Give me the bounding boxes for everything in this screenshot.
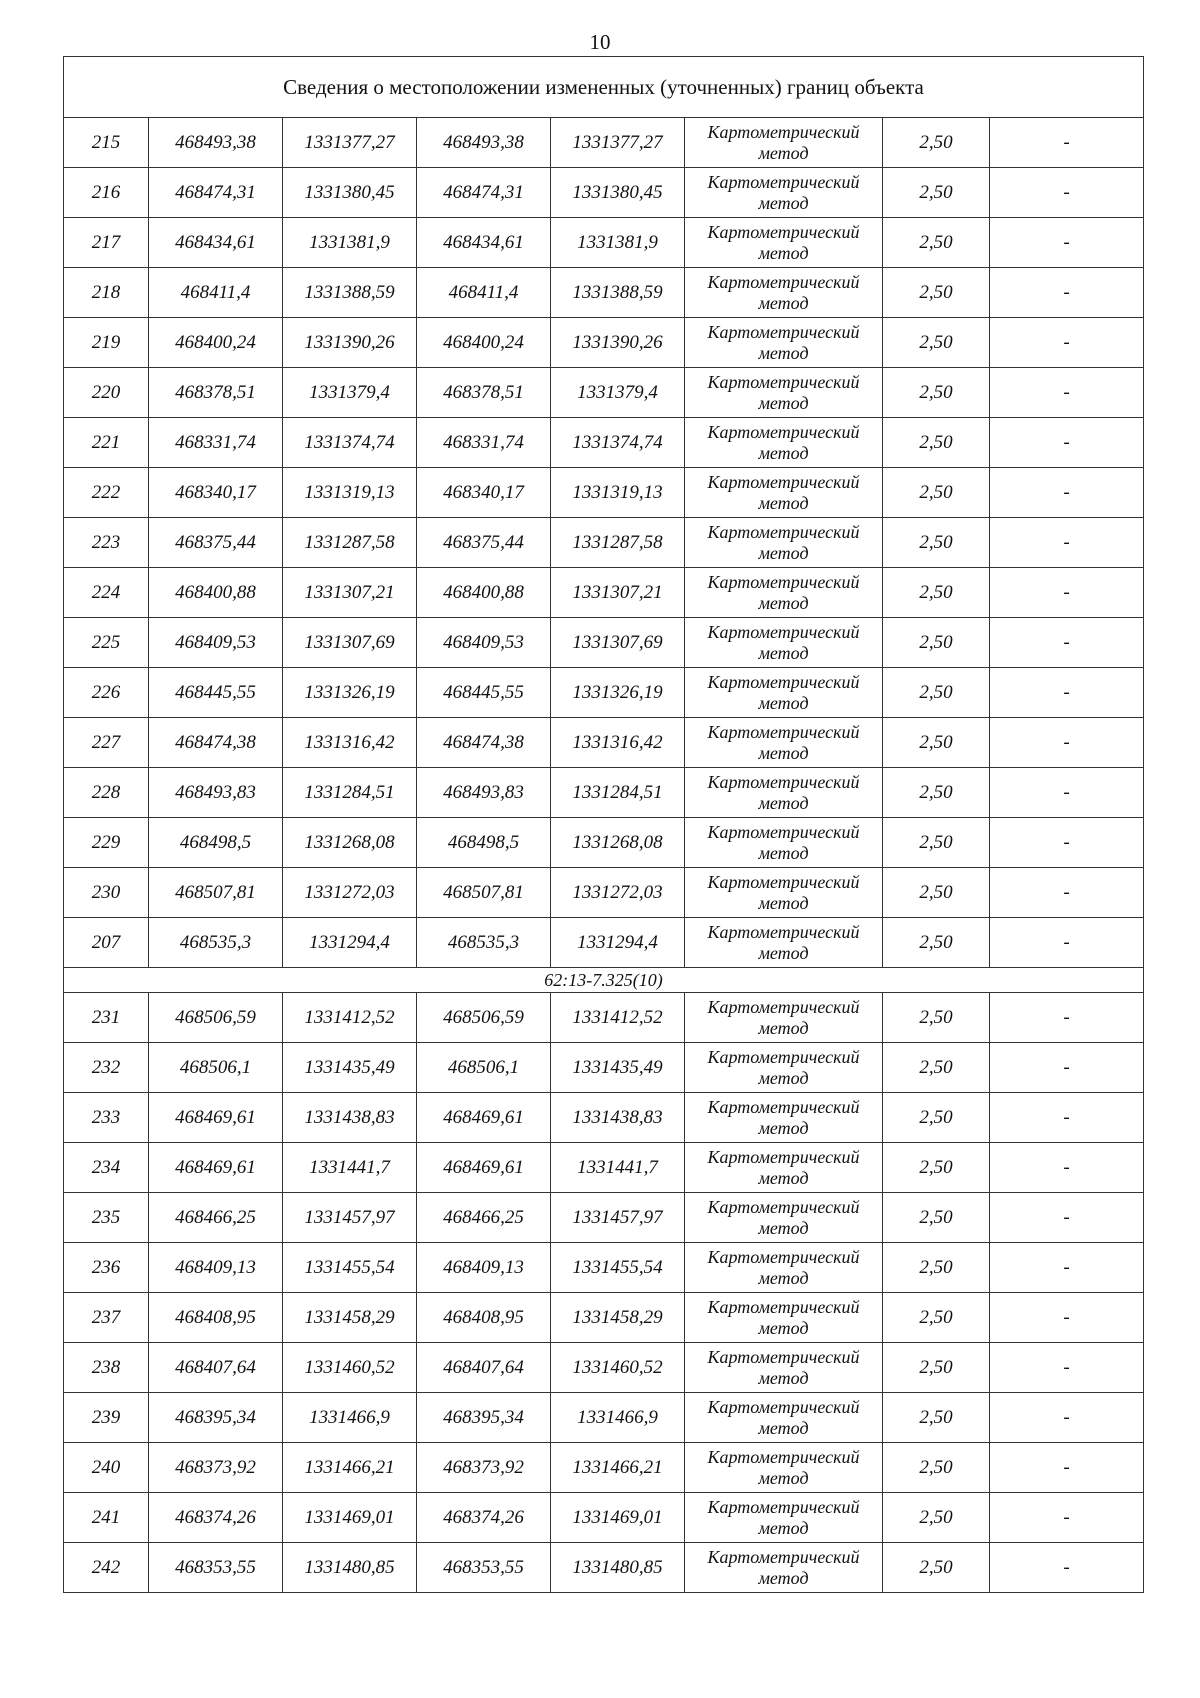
refined-y-cell: 1331374,74	[551, 418, 685, 468]
existing-x-cell: 468400,24	[149, 318, 283, 368]
note-cell: -	[990, 1143, 1144, 1193]
table-row	[64, 318, 1144, 368]
method-cell: Картометрический метод	[685, 768, 883, 818]
existing-y-cell: 1331268,08	[283, 818, 417, 868]
section-row	[64, 968, 1144, 993]
point-number-cell: 239	[64, 1393, 149, 1443]
note-cell: -	[990, 468, 1144, 518]
refined-x-cell: 468466,25	[417, 1193, 551, 1243]
point-number-cell: 219	[64, 318, 149, 368]
accuracy-cell: 2,50	[883, 418, 990, 468]
existing-x-cell: 468353,55	[149, 1543, 283, 1593]
accuracy-cell: 2,50	[883, 518, 990, 568]
method-cell: Картометрический метод	[685, 618, 883, 668]
accuracy-cell: 2,50	[883, 918, 990, 968]
accuracy-cell: 2,50	[883, 1043, 990, 1093]
method-cell: Картометрический метод	[685, 1243, 883, 1293]
accuracy-cell: 2,50	[883, 368, 990, 418]
accuracy-cell: 2,50	[883, 1343, 990, 1393]
note-cell: -	[990, 818, 1144, 868]
note-cell: -	[990, 1093, 1144, 1143]
point-number-cell: 240	[64, 1443, 149, 1493]
existing-y-cell: 1331388,59	[283, 268, 417, 318]
accuracy-cell: 2,50	[883, 1543, 990, 1593]
accuracy-cell: 2,50	[883, 1393, 990, 1443]
table-row	[64, 118, 1144, 168]
refined-y-cell: 1331390,26	[551, 318, 685, 368]
method-cell: Картометрический метод	[685, 418, 883, 468]
existing-y-cell: 1331319,13	[283, 468, 417, 518]
method-cell: Картометрический метод	[685, 1143, 883, 1193]
note-cell: -	[990, 1193, 1144, 1243]
existing-x-cell: 468474,38	[149, 718, 283, 768]
existing-x-cell: 468506,59	[149, 993, 283, 1043]
refined-y-cell: 1331458,29	[551, 1293, 685, 1343]
refined-x-cell: 468373,92	[417, 1443, 551, 1493]
point-number-cell: 222	[64, 468, 149, 518]
note-cell: -	[990, 718, 1144, 768]
table-row	[64, 168, 1144, 218]
note-cell: -	[990, 618, 1144, 668]
existing-x-cell: 468340,17	[149, 468, 283, 518]
table-row	[64, 1043, 1144, 1093]
existing-y-cell: 1331412,52	[283, 993, 417, 1043]
existing-y-cell: 1331377,27	[283, 118, 417, 168]
section-label: 62:13-7.325(10)	[64, 968, 1144, 993]
refined-y-cell: 1331326,19	[551, 668, 685, 718]
method-cell: Картометрический метод	[685, 718, 883, 768]
method-cell: Картометрический метод	[685, 1493, 883, 1543]
refined-x-cell: 468469,61	[417, 1143, 551, 1193]
existing-x-cell: 468408,95	[149, 1293, 283, 1343]
refined-x-cell: 468409,53	[417, 618, 551, 668]
refined-x-cell: 468374,26	[417, 1493, 551, 1543]
existing-y-cell: 1331284,51	[283, 768, 417, 818]
accuracy-cell: 2,50	[883, 268, 990, 318]
accuracy-cell: 2,50	[883, 868, 990, 918]
note-cell: -	[990, 1543, 1144, 1593]
note-cell: -	[990, 918, 1144, 968]
table-row	[64, 768, 1144, 818]
table-row	[64, 1243, 1144, 1293]
note-cell: -	[990, 368, 1144, 418]
refined-y-cell: 1331272,03	[551, 868, 685, 918]
method-cell: Картометрический метод	[685, 668, 883, 718]
existing-y-cell: 1331390,26	[283, 318, 417, 368]
accuracy-cell: 2,50	[883, 318, 990, 368]
method-cell: Картометрический метод	[685, 1293, 883, 1343]
existing-x-cell: 468409,13	[149, 1243, 283, 1293]
refined-y-cell: 1331466,21	[551, 1443, 685, 1493]
note-cell: -	[990, 268, 1144, 318]
refined-y-cell: 1331307,21	[551, 568, 685, 618]
existing-x-cell: 468507,81	[149, 868, 283, 918]
existing-y-cell: 1331455,54	[283, 1243, 417, 1293]
point-number-cell: 237	[64, 1293, 149, 1343]
method-cell: Картометрический метод	[685, 568, 883, 618]
table-row	[64, 1443, 1144, 1493]
table-row	[64, 868, 1144, 918]
point-number-cell: 215	[64, 118, 149, 168]
accuracy-cell: 2,50	[883, 1093, 990, 1143]
point-number-cell: 223	[64, 518, 149, 568]
point-number-cell: 224	[64, 568, 149, 618]
existing-y-cell: 1331381,9	[283, 218, 417, 268]
note-cell: -	[990, 868, 1144, 918]
point-number-cell: 221	[64, 418, 149, 468]
accuracy-cell: 2,50	[883, 468, 990, 518]
point-number-cell: 232	[64, 1043, 149, 1093]
note-cell: -	[990, 1043, 1144, 1093]
method-cell: Картометрический метод	[685, 868, 883, 918]
note-cell: -	[990, 568, 1144, 618]
point-number-cell: 225	[64, 618, 149, 668]
refined-x-cell: 468506,59	[417, 993, 551, 1043]
table-row	[64, 1543, 1144, 1593]
table-row	[64, 418, 1144, 468]
refined-x-cell: 468493,83	[417, 768, 551, 818]
existing-x-cell: 468374,26	[149, 1493, 283, 1543]
method-cell: Картометрический метод	[685, 1543, 883, 1593]
accuracy-cell: 2,50	[883, 1293, 990, 1343]
refined-y-cell: 1331287,58	[551, 518, 685, 568]
existing-x-cell: 468498,5	[149, 818, 283, 868]
existing-y-cell: 1331457,97	[283, 1193, 417, 1243]
note-cell: -	[990, 218, 1144, 268]
method-cell: Картометрический метод	[685, 1193, 883, 1243]
page-number: 10	[589, 30, 611, 54]
refined-y-cell: 1331388,59	[551, 268, 685, 318]
note-cell: -	[990, 1293, 1144, 1343]
method-cell: Картометрический метод	[685, 1343, 883, 1393]
table-row	[64, 468, 1144, 518]
refined-y-cell: 1331268,08	[551, 818, 685, 868]
table-row	[64, 1193, 1144, 1243]
method-cell: Картометрический метод	[685, 1443, 883, 1493]
existing-x-cell: 468411,4	[149, 268, 283, 318]
existing-y-cell: 1331460,52	[283, 1343, 417, 1393]
existing-y-cell: 1331466,21	[283, 1443, 417, 1493]
existing-x-cell: 468506,1	[149, 1043, 283, 1093]
existing-x-cell: 468395,34	[149, 1393, 283, 1443]
refined-y-cell: 1331460,52	[551, 1343, 685, 1393]
existing-x-cell: 468400,88	[149, 568, 283, 618]
table-row	[64, 218, 1144, 268]
refined-x-cell: 468493,38	[417, 118, 551, 168]
point-number-cell: 242	[64, 1543, 149, 1593]
refined-y-cell: 1331457,97	[551, 1193, 685, 1243]
accuracy-cell: 2,50	[883, 118, 990, 168]
accuracy-cell: 2,50	[883, 218, 990, 268]
accuracy-cell: 2,50	[883, 168, 990, 218]
note-cell: -	[990, 168, 1144, 218]
refined-y-cell: 1331466,9	[551, 1393, 685, 1443]
method-cell: Картометрический метод	[685, 518, 883, 568]
refined-y-cell: 1331380,45	[551, 168, 685, 218]
note-cell: -	[990, 1443, 1144, 1493]
existing-x-cell: 468535,3	[149, 918, 283, 968]
accuracy-cell: 2,50	[883, 1143, 990, 1193]
method-cell: Картометрический метод	[685, 468, 883, 518]
refined-x-cell: 468445,55	[417, 668, 551, 718]
note-cell: -	[990, 1393, 1144, 1443]
refined-y-cell: 1331469,01	[551, 1493, 685, 1543]
table-row	[64, 718, 1144, 768]
refined-y-cell: 1331435,49	[551, 1043, 685, 1093]
table-row	[64, 1093, 1144, 1143]
existing-x-cell: 468469,61	[149, 1143, 283, 1193]
refined-y-cell: 1331284,51	[551, 768, 685, 818]
refined-y-cell: 1331294,4	[551, 918, 685, 968]
existing-y-cell: 1331294,4	[283, 918, 417, 968]
point-number-cell: 216	[64, 168, 149, 218]
existing-y-cell: 1331379,4	[283, 368, 417, 418]
point-number-cell: 235	[64, 1193, 149, 1243]
refined-x-cell: 468474,38	[417, 718, 551, 768]
existing-y-cell: 1331287,58	[283, 518, 417, 568]
point-number-cell: 207	[64, 918, 149, 968]
refined-x-cell: 468507,81	[417, 868, 551, 918]
method-cell: Картометрический метод	[685, 993, 883, 1043]
refined-x-cell: 468400,24	[417, 318, 551, 368]
table-row	[64, 1393, 1144, 1443]
accuracy-cell: 2,50	[883, 1193, 990, 1243]
refined-x-cell: 468378,51	[417, 368, 551, 418]
existing-x-cell: 468375,44	[149, 518, 283, 568]
existing-x-cell: 468434,61	[149, 218, 283, 268]
existing-x-cell: 468493,83	[149, 768, 283, 818]
point-number-cell: 217	[64, 218, 149, 268]
existing-x-cell: 468378,51	[149, 368, 283, 418]
refined-x-cell: 468535,3	[417, 918, 551, 968]
refined-y-cell: 1331438,83	[551, 1093, 685, 1143]
existing-y-cell: 1331458,29	[283, 1293, 417, 1343]
table-title: Сведения о местоположении измененных (уточненных) границ объекта	[64, 57, 1144, 118]
table-row	[64, 1493, 1144, 1543]
point-number-cell: 220	[64, 368, 149, 418]
refined-y-cell: 1331412,52	[551, 993, 685, 1043]
note-cell: -	[990, 668, 1144, 718]
refined-x-cell: 468411,4	[417, 268, 551, 318]
point-number-cell: 238	[64, 1343, 149, 1393]
table-row	[64, 518, 1144, 568]
refined-x-cell: 468353,55	[417, 1543, 551, 1593]
table-row	[64, 1293, 1144, 1343]
refined-x-cell: 468340,17	[417, 468, 551, 518]
refined-y-cell: 1331455,54	[551, 1243, 685, 1293]
existing-x-cell: 468407,64	[149, 1343, 283, 1393]
existing-y-cell: 1331307,21	[283, 568, 417, 618]
accuracy-cell: 2,50	[883, 668, 990, 718]
method-cell: Картометрический метод	[685, 1393, 883, 1443]
accuracy-cell: 2,50	[883, 568, 990, 618]
table-row	[64, 993, 1144, 1043]
note-cell: -	[990, 768, 1144, 818]
table-row	[64, 918, 1144, 968]
method-cell: Картометрический метод	[685, 1043, 883, 1093]
existing-y-cell: 1331326,19	[283, 668, 417, 718]
point-number-cell: 234	[64, 1143, 149, 1193]
note-cell: -	[990, 1243, 1144, 1293]
existing-x-cell: 468445,55	[149, 668, 283, 718]
accuracy-cell: 2,50	[883, 1493, 990, 1543]
method-cell: Картометрический метод	[685, 168, 883, 218]
refined-x-cell: 468506,1	[417, 1043, 551, 1093]
accuracy-cell: 2,50	[883, 718, 990, 768]
accuracy-cell: 2,50	[883, 1443, 990, 1493]
method-cell: Картометрический метод	[685, 268, 883, 318]
existing-x-cell: 468466,25	[149, 1193, 283, 1243]
method-cell: Картометрический метод	[685, 318, 883, 368]
point-number-cell: 236	[64, 1243, 149, 1293]
refined-x-cell: 468375,44	[417, 518, 551, 568]
existing-y-cell: 1331438,83	[283, 1093, 417, 1143]
method-cell: Картометрический метод	[685, 118, 883, 168]
note-cell: -	[990, 1343, 1144, 1393]
point-number-cell: 218	[64, 268, 149, 318]
accuracy-cell: 2,50	[883, 768, 990, 818]
existing-y-cell: 1331380,45	[283, 168, 417, 218]
refined-x-cell: 468498,5	[417, 818, 551, 868]
refined-y-cell: 1331379,4	[551, 368, 685, 418]
table-row	[64, 568, 1144, 618]
note-cell: -	[990, 1493, 1144, 1543]
table-row	[64, 818, 1144, 868]
existing-y-cell: 1331316,42	[283, 718, 417, 768]
refined-x-cell: 468409,13	[417, 1243, 551, 1293]
method-cell: Картометрический метод	[685, 1093, 883, 1143]
accuracy-cell: 2,50	[883, 618, 990, 668]
table-row	[64, 1343, 1144, 1393]
accuracy-cell: 2,50	[883, 1243, 990, 1293]
point-number-cell: 229	[64, 818, 149, 868]
table-row	[64, 668, 1144, 718]
note-cell: -	[990, 993, 1144, 1043]
table-row	[64, 1143, 1144, 1193]
accuracy-cell: 2,50	[883, 818, 990, 868]
method-cell: Картометрический метод	[685, 918, 883, 968]
point-number-cell: 226	[64, 668, 149, 718]
refined-x-cell: 468407,64	[417, 1343, 551, 1393]
refined-x-cell: 468395,34	[417, 1393, 551, 1443]
existing-y-cell: 1331469,01	[283, 1493, 417, 1543]
refined-x-cell: 468469,61	[417, 1093, 551, 1143]
table-row	[64, 618, 1144, 668]
point-number-cell: 241	[64, 1493, 149, 1543]
coordinates-table	[63, 56, 1144, 1593]
refined-y-cell: 1331319,13	[551, 468, 685, 518]
refined-x-cell: 468408,95	[417, 1293, 551, 1343]
refined-y-cell: 1331441,7	[551, 1143, 685, 1193]
table-body	[64, 57, 1144, 1593]
point-number-cell: 233	[64, 1093, 149, 1143]
existing-y-cell: 1331272,03	[283, 868, 417, 918]
existing-x-cell: 468331,74	[149, 418, 283, 468]
table-row	[64, 268, 1144, 318]
existing-y-cell: 1331441,7	[283, 1143, 417, 1193]
existing-y-cell: 1331374,74	[283, 418, 417, 468]
accuracy-cell: 2,50	[883, 993, 990, 1043]
refined-x-cell: 468474,31	[417, 168, 551, 218]
point-number-cell: 227	[64, 718, 149, 768]
existing-x-cell: 468474,31	[149, 168, 283, 218]
refined-x-cell: 468400,88	[417, 568, 551, 618]
method-cell: Картометрический метод	[685, 368, 883, 418]
note-cell: -	[990, 418, 1144, 468]
note-cell: -	[990, 518, 1144, 568]
refined-y-cell: 1331377,27	[551, 118, 685, 168]
refined-x-cell: 468331,74	[417, 418, 551, 468]
table-title-row	[64, 57, 1144, 118]
table-row	[64, 368, 1144, 418]
existing-x-cell: 468493,38	[149, 118, 283, 168]
existing-y-cell: 1331466,9	[283, 1393, 417, 1443]
method-cell: Картометрический метод	[685, 818, 883, 868]
point-number-cell: 231	[64, 993, 149, 1043]
method-cell: Картометрический метод	[685, 218, 883, 268]
existing-x-cell: 468409,53	[149, 618, 283, 668]
refined-y-cell: 1331480,85	[551, 1543, 685, 1593]
existing-y-cell: 1331480,85	[283, 1543, 417, 1593]
note-cell: -	[990, 318, 1144, 368]
point-number-cell: 228	[64, 768, 149, 818]
note-cell: -	[990, 118, 1144, 168]
existing-y-cell: 1331307,69	[283, 618, 417, 668]
refined-y-cell: 1331307,69	[551, 618, 685, 668]
existing-x-cell: 468373,92	[149, 1443, 283, 1493]
point-number-cell: 230	[64, 868, 149, 918]
existing-y-cell: 1331435,49	[283, 1043, 417, 1093]
refined-y-cell: 1331381,9	[551, 218, 685, 268]
existing-x-cell: 468469,61	[149, 1093, 283, 1143]
refined-x-cell: 468434,61	[417, 218, 551, 268]
refined-y-cell: 1331316,42	[551, 718, 685, 768]
